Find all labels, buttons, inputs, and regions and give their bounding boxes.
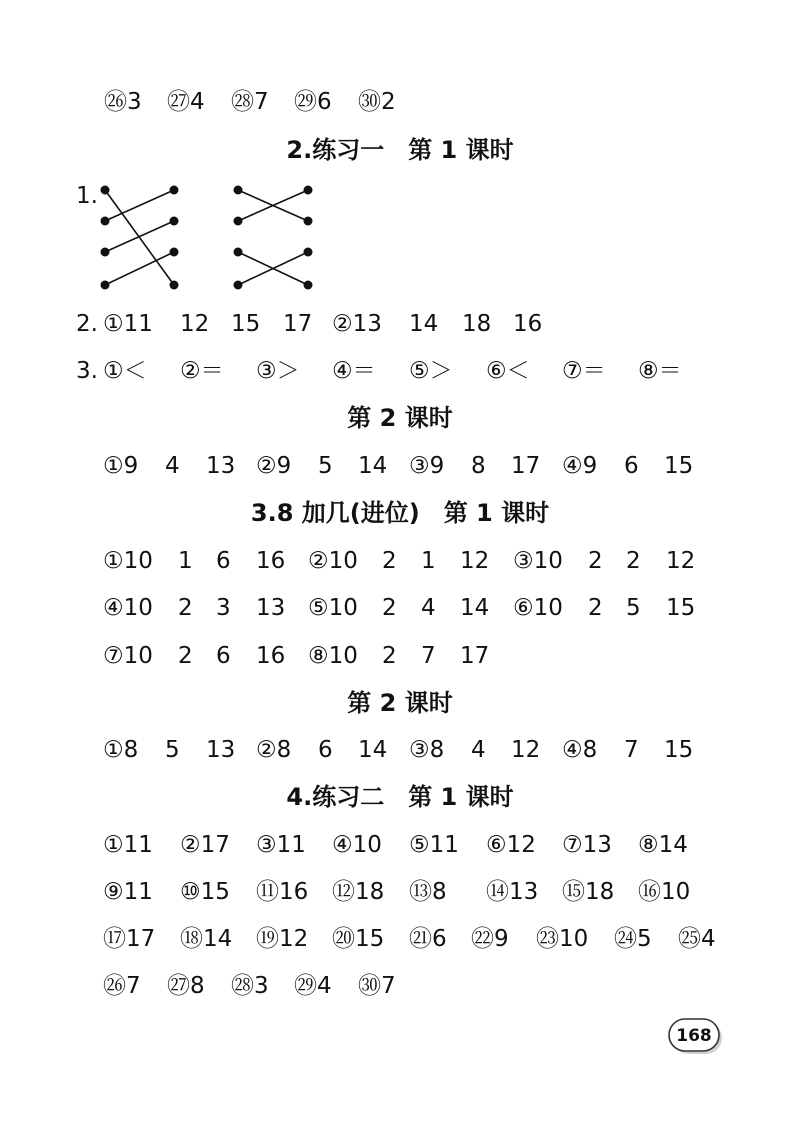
answer-item: ⑦＝: [562, 358, 606, 384]
answer-item: ①9: [103, 453, 139, 479]
section-3-row-3: [0, 923, 800, 963]
answer-item: ③8: [409, 737, 445, 763]
answer-item: 2: [178, 643, 193, 669]
answer-item: 2: [626, 548, 641, 574]
answer-item: 2: [382, 595, 397, 621]
answer-item: 6: [216, 643, 231, 669]
answer-item: ②8: [256, 737, 292, 763]
section-2-row-2: [0, 592, 800, 632]
section-3-row-1: [0, 829, 800, 869]
answer-item: ⑧14: [638, 832, 688, 858]
answer-item: ②＝: [180, 358, 224, 384]
answer-item: ④9: [562, 453, 598, 479]
answer-item: 12: [511, 737, 541, 763]
answer-item: ㉙6: [294, 89, 332, 115]
answer-item: ㉘3: [231, 973, 269, 999]
answer-item: ③10: [513, 548, 563, 574]
answer-item: 3: [216, 595, 231, 621]
answer-item: 17: [511, 453, 541, 479]
answer-item: 6: [624, 453, 639, 479]
answer-item: ⑨11: [103, 879, 153, 905]
answer-item: ㉑6: [409, 926, 447, 952]
answer-item: 16: [256, 548, 286, 574]
answer-item: ㉙4: [294, 973, 332, 999]
answer-item: ⑤＞: [409, 358, 453, 384]
answer-item: ⑲12: [256, 926, 309, 952]
answer-item: 14: [358, 737, 388, 763]
answer-item: ⑦10: [103, 643, 153, 669]
answer-item: 16: [513, 311, 543, 337]
question-3-label: 3.: [76, 358, 98, 384]
answer-item: 4: [421, 595, 436, 621]
section-3-row-2: [0, 876, 800, 916]
answer-item: 7: [624, 737, 639, 763]
lesson-2-heading: 第 2 课时: [347, 689, 453, 717]
answer-item: 5: [626, 595, 641, 621]
answer-item: 8: [471, 453, 486, 479]
answer-item: ①11: [103, 311, 153, 337]
answer-item: ③＞: [256, 358, 300, 384]
answer-item: 12: [666, 548, 696, 574]
answer-item: ⑯10: [638, 879, 691, 905]
answer-item: ⑩15: [180, 879, 230, 905]
answer-item: ⑭13: [486, 879, 539, 905]
answer-item: ㉓10: [536, 926, 589, 952]
answer-item: 2: [588, 548, 603, 574]
answer-item: 7: [421, 643, 436, 669]
answer-item: 1: [178, 548, 193, 574]
answer-item: 2: [588, 595, 603, 621]
answer-row-top: [0, 86, 800, 126]
answer-item: 2: [382, 643, 397, 669]
answer-item: ④＝: [332, 358, 376, 384]
answer-item: ⑫18: [332, 879, 385, 905]
question-2-label: 2.: [76, 311, 98, 337]
question-2-row: [0, 308, 800, 348]
answer-item: 15: [231, 311, 261, 337]
page-number: 168: [676, 1026, 712, 1046]
answer-item: 18: [462, 311, 492, 337]
question-3-row: [0, 355, 800, 395]
question-1-label: 1.: [76, 183, 98, 209]
answer-item: ⑰17: [103, 926, 156, 952]
answer-item: ①10: [103, 548, 153, 574]
answer-item: ㉚7: [358, 973, 396, 999]
answer-item: ⑤10: [308, 595, 358, 621]
answer-item: ②10: [308, 548, 358, 574]
matching-lines-diagram: [92, 180, 332, 300]
answer-item: 2: [382, 548, 397, 574]
section-heading-practice-1: 2.练习一 第 1 课时: [286, 136, 514, 164]
answer-item: 6: [318, 737, 333, 763]
answer-item: 4: [471, 737, 486, 763]
answer-item: ②9: [256, 453, 292, 479]
answer-item: ㉗8: [167, 973, 205, 999]
answer-item: 12: [460, 548, 490, 574]
answer-item: ②17: [180, 832, 230, 858]
answer-item: 15: [664, 453, 694, 479]
section-2-lesson-2-row: [0, 734, 800, 774]
answer-item: 14: [460, 595, 490, 621]
answer-item: ㉗4: [167, 89, 205, 115]
answer-item: ㉖7: [103, 973, 141, 999]
answer-item: ⑬8: [409, 879, 447, 905]
answer-item: ①11: [103, 832, 153, 858]
answer-item: 4: [165, 453, 180, 479]
answer-item: ①＜: [103, 358, 147, 384]
answer-item: 17: [460, 643, 490, 669]
answer-item: ㉖3: [104, 89, 142, 115]
answer-item: ㉔5: [614, 926, 652, 952]
answer-item: ④10: [332, 832, 382, 858]
answer-item: ⑱14: [180, 926, 233, 952]
answer-item: 5: [165, 737, 180, 763]
answer-item: ④10: [103, 595, 153, 621]
section-heading-add-8: 3.8 加几(进位) 第 1 课时: [250, 499, 550, 527]
answer-item: 1: [421, 548, 436, 574]
answer-item: ⑥10: [513, 595, 563, 621]
answer-item: ㉕4: [678, 926, 716, 952]
answer-item: 12: [180, 311, 210, 337]
lesson-2-answers-row: [0, 450, 800, 490]
answer-item: ㉒9: [471, 926, 509, 952]
answer-item: ②13: [332, 311, 382, 337]
answer-item: ⑥＜: [486, 358, 530, 384]
answer-item: ⑧10: [308, 643, 358, 669]
answer-item: 13: [206, 453, 236, 479]
answer-item: 13: [206, 737, 236, 763]
answer-item: ⑮18: [562, 879, 615, 905]
answer-item: ③11: [256, 832, 306, 858]
answer-item: 13: [256, 595, 286, 621]
answer-item: ⑦13: [562, 832, 612, 858]
answer-item: 16: [256, 643, 286, 669]
answer-item: ③9: [409, 453, 445, 479]
section-2-row-1: [0, 545, 800, 585]
answer-item: ⑪16: [256, 879, 309, 905]
lesson-2-heading: 第 2 课时: [347, 404, 453, 432]
answer-item: ⑥12: [486, 832, 536, 858]
answer-item: 15: [666, 595, 696, 621]
section-heading-practice-2: 4.练习二 第 1 课时: [286, 783, 514, 811]
answer-item: ㉚2: [358, 89, 396, 115]
answer-item: 17: [283, 311, 313, 337]
answer-item: 6: [216, 548, 231, 574]
section-3-row-4: [0, 970, 800, 1010]
section-2-row-3: [0, 640, 800, 680]
answer-item: 14: [409, 311, 439, 337]
answer-item: 5: [318, 453, 333, 479]
answer-item: ㉘7: [231, 89, 269, 115]
answer-item: ⑤11: [409, 832, 459, 858]
answer-item: ⑧＝: [638, 358, 682, 384]
answer-item: ④8: [562, 737, 598, 763]
answer-item: 2: [178, 595, 193, 621]
answer-item: ⑳15: [332, 926, 385, 952]
answer-item: 14: [358, 453, 388, 479]
answer-item: 15: [664, 737, 694, 763]
answer-item: ①8: [103, 737, 139, 763]
